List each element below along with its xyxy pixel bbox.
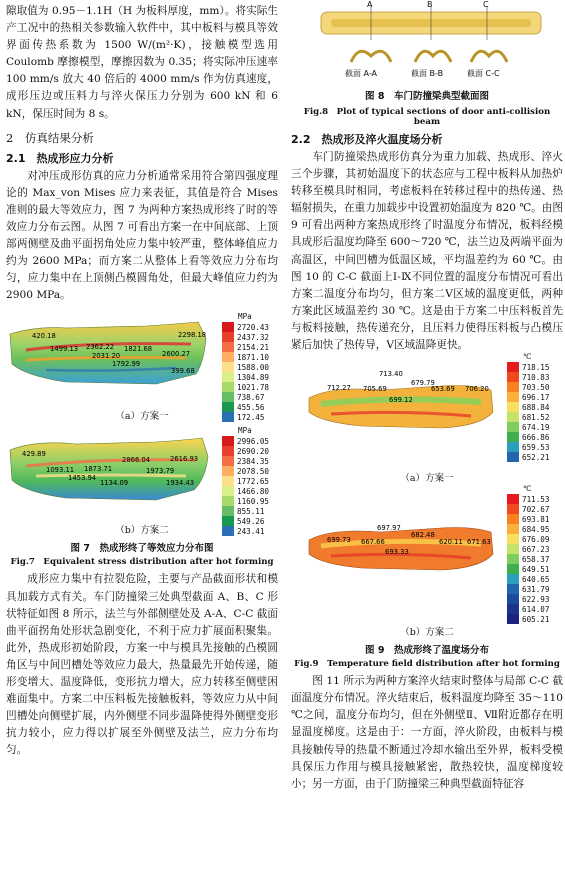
legend-unit: ℃ xyxy=(523,484,532,494)
temp-label: 693.33 xyxy=(385,548,409,557)
legend-swatch xyxy=(507,402,519,412)
legend-value: 455.56 xyxy=(237,402,265,412)
legend-row xyxy=(507,564,563,574)
stress-label: 1973.79 xyxy=(146,467,175,476)
legend-value: 172.45 xyxy=(237,412,265,422)
legend-value: 696.17 xyxy=(522,392,550,402)
legend-swatch xyxy=(222,496,234,506)
legend-row xyxy=(507,442,563,452)
legend-value: 711.53 xyxy=(522,494,550,504)
legend-value: 855.11 xyxy=(237,506,265,516)
legend-row xyxy=(222,456,278,466)
legend-row xyxy=(507,514,563,524)
legend-swatch xyxy=(507,604,519,614)
legend-swatch xyxy=(507,412,519,422)
legend-swatch xyxy=(222,456,234,466)
legend-value: 631.79 xyxy=(522,584,550,594)
legend-swatch xyxy=(222,342,234,352)
legend-swatch xyxy=(507,442,519,452)
legend-value: 2720.43 xyxy=(237,322,270,332)
legend-swatch xyxy=(222,466,234,476)
legend-row xyxy=(507,412,563,422)
legend-row xyxy=(507,372,563,382)
temp-label: 699.12 xyxy=(389,396,413,405)
stress-label: 420.18 xyxy=(32,332,56,341)
legend-swatch xyxy=(507,564,519,574)
legend-row xyxy=(507,594,563,604)
legend-row xyxy=(222,486,278,496)
legend-swatch xyxy=(222,322,234,332)
stress-legend-a xyxy=(222,312,278,422)
section-mark-a: A xyxy=(367,0,373,9)
figure-9b xyxy=(291,484,563,639)
section-mark-c: C xyxy=(483,0,489,9)
figure-8-caption-en: Fig.8 Plot of typical sections of door anti-collision beam xyxy=(303,107,551,127)
legend-row xyxy=(507,534,563,544)
legend-swatch xyxy=(507,554,519,564)
paragraph-after-fig7: 成形应力集中有拉裂危险，主要与产品截面形状和模具加载方式有关。车门防撞梁三处典型截面 A、B、C 形状特征如图 8 所示，法兰与外部侧壁处及 A-A、C-C 截面曲平面拐角处形状急剧变化，不利于应力扩展面积聚集。此外，热成形初始阶段，方案一中与模具先接触的凸模圆角区与中间凹槽处等效应力最大，热量最先开始传递，随形变增大、温度降低，变形抗力增大，应力转移至侧壁困难面集中。方案二中压料板先接触板料，等效应力从中间凹槽处向侧壁扩展，内外侧壁不同步温降使得外侧壁变形抗力较小，应力得以扩展至外侧壁及法兰，应力分布均匀。 xyxy=(6,573,278,757)
legend-value: 674.19 xyxy=(522,422,550,432)
subsection-2-1-heading: 2.1 热成形应力分析 xyxy=(6,151,114,165)
legend-unit: MPa xyxy=(238,426,252,436)
legend-value: 693.81 xyxy=(522,514,550,524)
legend-value: 1871.10 xyxy=(237,352,270,362)
legend-value: 1588.00 xyxy=(237,362,270,372)
stress-label: 2866.04 xyxy=(122,456,151,465)
paragraph-2-1: 对冲压成形仿真的应力分析通常采用符合第四强度理论的 Max_von Mises 应力来表征，其值是符合 Mises 准则的最大等效应力，图 7 为两种方案热成形终了时的等效应力分布云图。从图 7 可看出方案一在中间底部、上顶部两侧壁及曲平面拐角处应力集中较严重，整体峰值应力约为 2600 MPa；而方案二从整体上看等效应力分布均匀，应力集中在上顶侧凸模圆角处，但最大峰值应力约为 2900 MPa。 xyxy=(6,169,278,302)
legend-swatch xyxy=(222,446,234,456)
legend-row xyxy=(507,494,563,504)
paragraph-after-fig9: 图 11 所示为两种方案淬火结束时整体与局部 C-C 截面温度分布情况。淬火结束后，板料温度均降至 35～110 ℃之间，温度分布均匀，但在外侧壁Ⅱ、Ⅶ附近都存在明显温度梯度。这是由于：一方面，淬火阶段，由板料与模具接触传导的热量不断通过冷却水输出至外界，板料受模具保压力作用与模具接触紧密，散热较快，温度梯度较小；另一方面，由于门防撞梁三种典型截面特征容 xyxy=(291,675,563,790)
legend-swatch xyxy=(507,494,519,504)
legend-value: 1021.78 xyxy=(237,382,270,392)
temp-label: 713.40 xyxy=(379,370,403,379)
legend-unit: MPa xyxy=(238,312,252,322)
legend-value: 738.67 xyxy=(237,392,265,402)
legend-row xyxy=(222,402,278,412)
legend-swatch xyxy=(222,436,234,446)
temp-label: 706.20 xyxy=(465,385,489,394)
legend-value: 658.37 xyxy=(522,554,550,564)
legend-row xyxy=(222,516,278,526)
legend-row xyxy=(222,506,278,516)
legend-swatch xyxy=(222,516,234,526)
legend-value: 667.23 xyxy=(522,544,550,554)
legend-value: 2996.05 xyxy=(237,436,270,446)
stress-label: 1499.13 xyxy=(50,345,79,354)
legend-value: 1304.89 xyxy=(237,372,270,382)
intro-paragraph: 隙取值为 0.95－1.1H（H 为板料厚度，mm）。将实际生产工况中的热相关参数输入软件中，其中板料与模具等效界面传热系数为 1500 W/(m²·K)，接触模型选用 Coulomb 摩擦模型，摩擦因数为 0.35；将实际冲压速率 100 mm/s 放大 40 倍后的 4000 mm/s 作为仿真速度，成形压边或压料力与淬火保压力分别为 600 kN 和 6 kN，保压时间为 8 s。 xyxy=(6,5,278,120)
temp-label: 679.79 xyxy=(411,379,435,388)
figure-9-caption-cn: 图 9 热成形终了温度场分布 xyxy=(365,645,489,657)
right-column xyxy=(291,0,563,793)
legend-row xyxy=(222,446,278,456)
legend-row xyxy=(507,392,563,402)
legend-row xyxy=(222,436,278,446)
paragraph-2-2: 车门防撞梁热成形仿真分为重力加载、热成形、淬火三个步骤，其初始温度下的状态应与工程中板料从加热炉转移至模具时相同，考虑板料在转移过程中的热传递、热辐射损失，在重力加载步中设置初始温度为 820 ℃。由图 9 可看出两种方案热成形终了时温度分布情况，板料经模具成形后温度均降至 600～720 ℃，法兰边及两端平面为高温区，中间凹槽为低温区域，平均温差约为 60 ℃。由图 10 的 C-C 截面上Ⅰ-Ⅸ不同位置的温度分布情况可看出方案二温度分布均匀，但方案二Ⅴ区域的温度更低，两种方案此区域温差约 30 ℃。这是由于方案二中压料板首先与板料接触，热传递充分，且压料力使得压料板与凸模压紧后加快了热传导，Ⅴ区域温降更快。 xyxy=(291,151,563,352)
legend-unit: ℃ xyxy=(523,352,532,362)
temp-legend-a xyxy=(507,352,563,462)
legend-swatch xyxy=(222,392,234,402)
legend-swatch xyxy=(222,402,234,412)
legend-swatch xyxy=(507,594,519,604)
legend-swatch xyxy=(222,526,234,536)
figure-9-caption-en: Fig.9 Temperature field distribution after hot forming xyxy=(294,659,560,670)
legend-row xyxy=(507,544,563,554)
legend-value: 649.51 xyxy=(522,564,550,574)
legend-value: 710.83 xyxy=(522,372,550,382)
stress-label: 1792.99 xyxy=(112,360,141,369)
legend-value: 681.52 xyxy=(522,412,550,422)
legend-row xyxy=(507,402,563,412)
subsection-2-2-heading: 2.2 热成形及淬火温度场分析 xyxy=(291,133,443,146)
legend-swatch xyxy=(507,382,519,392)
legend-swatch xyxy=(507,362,519,372)
legend-row xyxy=(507,584,563,594)
legend-swatch xyxy=(222,372,234,382)
legend-swatch xyxy=(507,422,519,432)
legend-value: 614.07 xyxy=(522,604,550,614)
legend-swatch xyxy=(222,352,234,362)
stress-label: 2031.20 xyxy=(92,352,121,361)
legend-row xyxy=(222,352,278,362)
stress-label: 1093.11 xyxy=(46,466,75,475)
legend-value: 684.95 xyxy=(522,524,550,534)
temp-label: 712.27 xyxy=(327,384,351,393)
temp-label: 667.66 xyxy=(361,538,385,547)
legend-value: 666.86 xyxy=(522,432,550,442)
figure-7a xyxy=(6,312,278,422)
legend-row xyxy=(222,342,278,352)
legend-swatch xyxy=(507,524,519,534)
legend-value: 659.53 xyxy=(522,442,550,452)
legend-value: 640.65 xyxy=(522,574,550,584)
stress-label: 399.68 xyxy=(171,367,195,376)
legend-swatch xyxy=(507,372,519,382)
stress-label: 1453.94 xyxy=(68,474,97,483)
legend-value: 1160.95 xyxy=(237,496,270,506)
figure-8-caption-cn: 图 8 车门防撞梁典型截面图 xyxy=(365,91,489,102)
legend-row xyxy=(222,466,278,476)
legend-value: 2154.21 xyxy=(237,342,270,352)
legend-value: 2437.32 xyxy=(237,332,270,342)
legend-swatch xyxy=(507,452,519,462)
legend-value: 1466.80 xyxy=(237,486,270,496)
legend-swatch xyxy=(507,614,519,624)
figure-7-caption-en: Fig.7 Equivalent stress distribution after hot forming xyxy=(10,557,274,568)
stress-label: 2362.22 xyxy=(86,343,115,352)
legend-value: 688.84 xyxy=(522,402,550,412)
legend-value: 605.21 xyxy=(522,614,550,624)
stress-label: 2616.93 xyxy=(170,455,199,464)
legend-row xyxy=(507,382,563,392)
section-label-bb: 截面 B-B xyxy=(411,69,444,78)
legend-row xyxy=(507,452,563,462)
legend-value: 549.26 xyxy=(237,516,265,526)
legend-row xyxy=(222,412,278,422)
legend-row xyxy=(222,392,278,402)
legend-swatch xyxy=(222,412,234,422)
temp-label: 699.73 xyxy=(327,536,351,545)
temp-label: 697.97 xyxy=(377,524,401,533)
legend-row xyxy=(222,496,278,506)
legend-swatch xyxy=(507,392,519,402)
legend-row xyxy=(507,422,563,432)
legend-row xyxy=(222,382,278,392)
legend-swatch xyxy=(507,504,519,514)
figure-8 xyxy=(291,0,563,104)
legend-swatch xyxy=(507,574,519,584)
legend-swatch xyxy=(222,506,234,516)
legend-value: 676.09 xyxy=(522,534,550,544)
left-column xyxy=(6,0,278,759)
section-mark-b: B xyxy=(427,0,433,9)
stress-label: 2600.27 xyxy=(162,350,191,359)
legend-row xyxy=(222,362,278,372)
legend-row xyxy=(507,362,563,372)
legend-row xyxy=(222,332,278,342)
legend-row xyxy=(222,322,278,332)
legend-row xyxy=(507,554,563,564)
stress-label: 1134.09 xyxy=(100,479,129,488)
temp-label: 705.69 xyxy=(363,385,387,394)
figure-9b-caption: （b）方案二 xyxy=(400,627,454,639)
temp-label: 653.69 xyxy=(431,385,455,394)
legend-swatch xyxy=(222,486,234,496)
stress-label: 1873.71 xyxy=(84,465,113,474)
legend-swatch xyxy=(507,432,519,442)
legend-row xyxy=(507,524,563,534)
temp-label: 620.11 xyxy=(439,538,463,547)
legend-value: 622.93 xyxy=(522,594,550,604)
legend-value: 652.21 xyxy=(522,452,550,462)
figure-7b xyxy=(6,426,278,536)
legend-value: 2078.50 xyxy=(237,466,270,476)
legend-swatch xyxy=(222,382,234,392)
legend-swatch xyxy=(507,544,519,554)
stress-legend-b xyxy=(222,426,278,536)
section-label-aa: 截面 A-A xyxy=(345,69,378,78)
temp-label: 671.63 xyxy=(467,538,491,547)
legend-swatch xyxy=(507,584,519,594)
stress-label: 429.89 xyxy=(22,450,46,459)
legend-value: 718.15 xyxy=(522,362,550,372)
stress-label: 2298.18 xyxy=(178,331,207,340)
legend-row xyxy=(507,574,563,584)
legend-value: 702.67 xyxy=(522,504,550,514)
temp-label: 682.48 xyxy=(411,531,435,540)
legend-swatch xyxy=(222,476,234,486)
legend-value: 2384.35 xyxy=(237,456,270,466)
legend-swatch xyxy=(507,534,519,544)
legend-swatch xyxy=(507,514,519,524)
stress-label: 1934.43 xyxy=(166,479,195,488)
figure-7-caption-cn: 图 7 热成形终了等效应力分布图 xyxy=(70,543,214,555)
temp-legend-b xyxy=(507,484,563,624)
section-2-heading: 2 仿真结果分析 xyxy=(6,130,94,145)
figure-9a xyxy=(291,352,563,485)
figure-9a-caption: （a）方案一 xyxy=(400,473,454,485)
figure-7a-caption: （a）方案一 xyxy=(115,411,169,423)
legend-row xyxy=(222,526,278,536)
legend-value: 243.41 xyxy=(237,526,265,536)
legend-value: 2690.20 xyxy=(237,446,270,456)
stress-label: 1821.68 xyxy=(124,345,153,354)
legend-value: 1772.65 xyxy=(237,476,270,486)
legend-swatch xyxy=(222,362,234,372)
legend-row xyxy=(507,432,563,442)
legend-row xyxy=(507,604,563,614)
legend-value: 703.50 xyxy=(522,382,550,392)
legend-row xyxy=(222,476,278,486)
legend-row xyxy=(507,504,563,514)
legend-row xyxy=(507,614,563,624)
legend-swatch xyxy=(222,332,234,342)
legend-row xyxy=(222,372,278,382)
figure-7b-caption: （b）方案二 xyxy=(115,525,169,537)
section-label-cc: 截面 C-C xyxy=(467,69,500,78)
